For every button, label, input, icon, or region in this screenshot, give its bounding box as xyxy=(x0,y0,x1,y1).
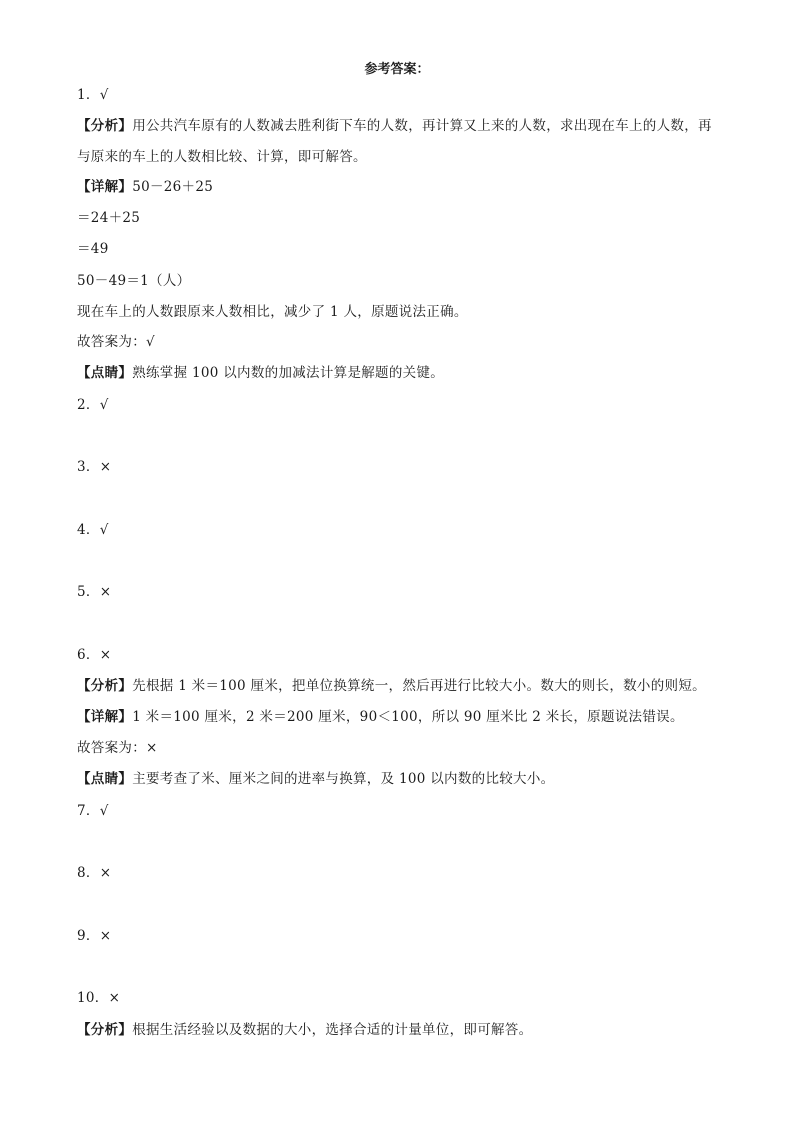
analysis-tag: 【分析】 xyxy=(77,1022,133,1038)
q6-final: 故答案为：× xyxy=(77,740,158,756)
q3-answer: 3．× xyxy=(77,459,112,475)
q1-analysis xyxy=(77,117,712,135)
q6-point xyxy=(77,770,554,788)
q10-answer: 10．× xyxy=(77,990,121,1006)
point-tag: 【点睛】 xyxy=(77,365,133,381)
q1-answer: 1．√ xyxy=(77,87,109,103)
q6-detail xyxy=(77,708,684,726)
q1-point-text: 熟练掌握 100 以内数的加减法计算是解题的关键。 xyxy=(132,365,445,381)
q1-detail-text: 50－26＋25 xyxy=(132,179,214,195)
q1-point xyxy=(77,364,444,382)
detail-tag: 【详解】 xyxy=(77,179,133,195)
detail-tag: 【详解】 xyxy=(77,709,133,725)
q4-answer: 4．√ xyxy=(77,522,109,538)
q6-analysis-text: 先根据 1 米＝100 厘米，把单位换算统一，然后再进行比较大小。数大的则长，数小的则短。 xyxy=(132,678,706,694)
q1-detail xyxy=(77,178,213,196)
q1-analysis-text: 用公共汽车原有的人数减去胜利街下车的人数，再计算又上来的人数，求出现在车上的人数，再 xyxy=(132,118,712,134)
q1-step2: ＝49 xyxy=(77,241,109,257)
q6-answer: 6．× xyxy=(77,647,112,663)
q8-answer: 8．× xyxy=(77,865,112,881)
q10-analysis xyxy=(77,1021,532,1039)
q1-final: 故答案为：√ xyxy=(77,334,155,350)
q1-conclusion: 现在车上的人数跟原来人数相比，减少了 1 人，原题说法正确。 xyxy=(77,304,468,320)
q9-answer: 9．× xyxy=(77,928,112,944)
page-title: 参考答案： xyxy=(364,62,430,77)
q5-answer: 5．× xyxy=(77,584,112,600)
q1-step3: 50－49＝1（人） xyxy=(77,273,191,289)
q1-analysis-cont: 与原来的车上的人数相比较、计算，即可解答。 xyxy=(77,149,367,165)
q2-answer: 2．√ xyxy=(77,397,109,413)
q1-step1: ＝24＋25 xyxy=(77,210,141,226)
q10-analysis-text: 根据生活经验以及数据的大小，选择合适的计量单位，即可解答。 xyxy=(132,1022,533,1038)
analysis-tag: 【分析】 xyxy=(77,678,133,694)
q7-answer: 7．√ xyxy=(77,803,109,819)
q6-analysis xyxy=(77,677,706,695)
q6-point-text: 主要考查了米、厘米之间的进率与换算，及 100 以内数的比较大小。 xyxy=(132,771,555,787)
q6-detail-text: 1 米＝100 厘米，2 米＝200 厘米，90＜100，所以 90 厘米比 2 米长，原题说法错误。 xyxy=(132,709,684,725)
analysis-tag: 【分析】 xyxy=(77,118,133,134)
point-tag: 【点睛】 xyxy=(77,771,133,787)
